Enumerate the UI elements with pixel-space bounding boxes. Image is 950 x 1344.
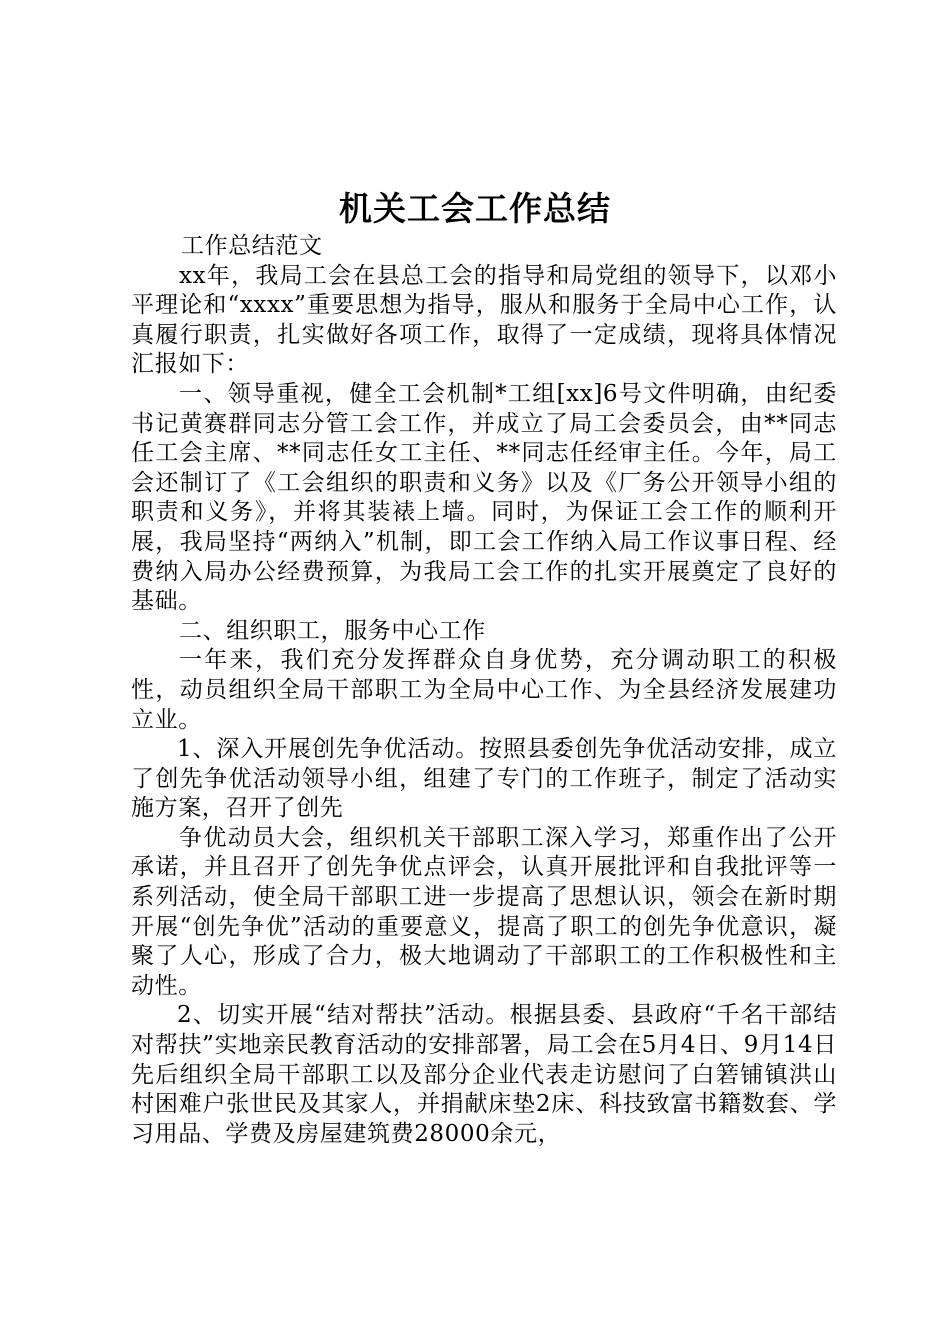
- intro-paragraph: xx年，我局工会在县总工会的指导和局党组的领导下，以邓小平理论和“xxxx”重要思想为指导，服从和服务于全局中心工作，认真履行职责，扎实做好各项工作，取得了一定成绩，现将具体情况汇报如下：: [131, 262, 837, 378]
- section-one-paragraph: 一、领导重视，健全工会机制*工组[xx]6号文件明确，由纪委书记黄赛群同志分管工会工作，并成立了局工会委员会，由**同志任工会主席、**同志任女工主任、**同志任经审主任。今年，局工会还制订了《工会组织的职责和义务》以及《厂务公开领导小组的职责和义务》，并将其装裱上墙。同时，为保证工会工作的顺利开展，我局坚持“两纳入”机制，即工会工作纳入局工作议事日程、经费纳入局办公经费预算，为我局工会工作的扎实开展奠定了良好的基础。: [131, 380, 837, 615]
- item-one-paragraph: 1、深入开展创先争优活动。按照县委创先争优活动安排，成立了创先争优活动领导小组，组建了专门的工作班子，制定了活动实施方案，召开了创先: [131, 736, 837, 822]
- item-one-continued-paragraph: 争优动员大会，组织机关干部职工深入学习，郑重作出了公开承诺，并且召开了创先争优点评会，认真开展批评和自我批评等一系列活动，使全局干部职工进一步提高了思想认识，领会在新时期开展“创先争优”活动的重要意义，提高了职工的创先争优意识，凝聚了人心，形成了合力，极大地调动了干部职工的工作积极性和主动性。: [131, 824, 837, 999]
- subtitle-paragraph: 工作总结范文: [181, 233, 323, 259]
- item-two-paragraph: 2、切实开展“结对帮扶”活动。根据县委、县政府“千名干部结对帮扶”实地亲民教育活动的安排部署，局工会在5月4日、9月14日先后组织全局干部职工以及部分企业代表走访慰问了白箬铺镇洪山村困难户张世民及其家人，并捐献床垫2床、科技致富书籍数套、学习用品、学费及房屋建筑费28000余元，: [131, 1002, 837, 1147]
- document-body: [131, 232, 837, 1149]
- section-two-intro-paragraph: 一年来，我们充分发挥群众自身优势，充分调动职工的积极性，动员组织全局干部职工为全局中心工作、为全县经济发展建功立业。: [131, 647, 837, 733]
- document-title: 机关工会工作总结: [339, 189, 611, 228]
- section-two-heading: 二、组织职工，服务中心工作: [179, 617, 486, 644]
